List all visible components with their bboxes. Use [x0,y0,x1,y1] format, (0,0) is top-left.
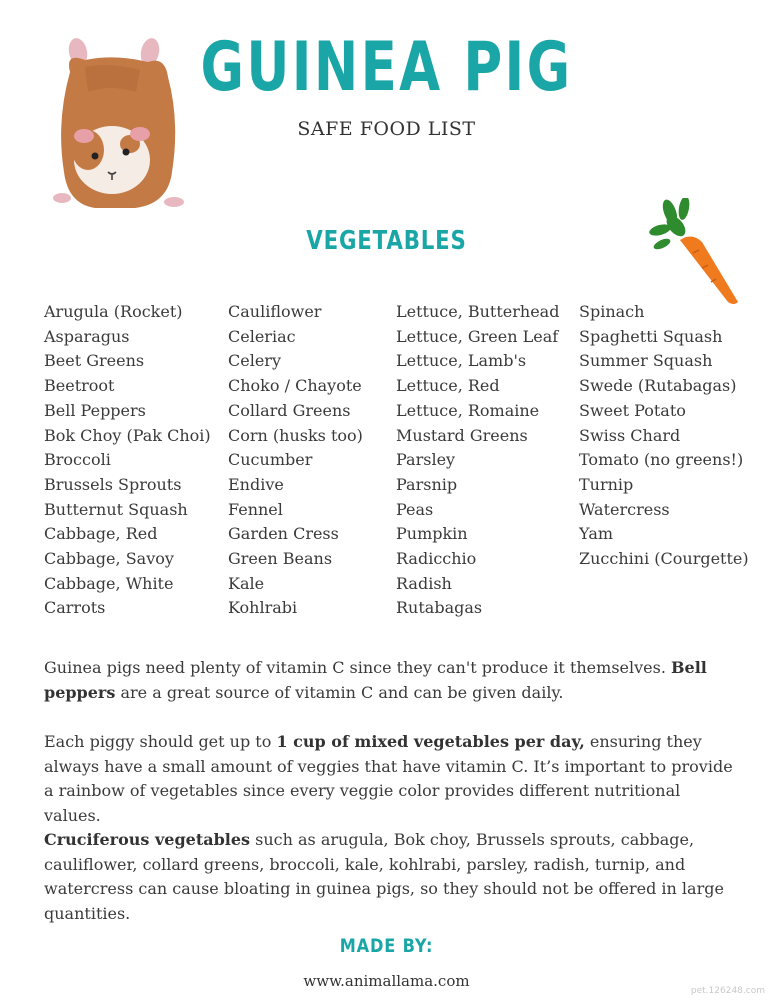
list-item: Yam [579,524,614,544]
list-item: Asparagus [44,326,130,346]
list-item: Lettuce, Romaine [396,400,540,420]
list-item: Pumpkin [396,524,468,544]
list-item: Watercress [579,499,670,519]
list-item: Kohlrabi [228,598,298,618]
list-item: Brussels Sprouts [44,474,182,494]
list-item: Swiss Chard [579,425,681,445]
paragraph-text: ensuring they always have a small amount of veggies that have vitamin C. It’s important to provide a rainbow of vegetables since every veggie color provides different nutritional values. [44,732,733,825]
list-item: Swede (Rutabagas) [579,376,737,396]
list-item: Cucumber [228,450,313,470]
paragraph-text: Each piggy should get up to [44,732,277,751]
list-item: Cabbage, Savoy [44,549,174,569]
list-item: Bell Peppers [44,400,146,420]
list-item: Fennel [228,499,283,519]
list-item: Radish [396,573,452,593]
cruciferous-paragraph [44,828,734,926]
list-item: Radicchio [396,549,477,569]
list-item: Cauliflower [228,302,322,321]
vegetable-column-4 [579,300,749,572]
list-item: Spaghetti Squash [579,326,723,346]
paragraph-text: Guinea pigs need plenty of vitamin C since they can't produce it themselves. [44,658,672,677]
list-item: Green Beans [228,549,333,569]
vegetable-column-2 [228,300,363,621]
list-item: Mustard Greens [396,425,528,445]
list-item: Lettuce, Lamb's [396,351,527,371]
list-item: Cabbage, Red [44,524,158,544]
list-item: Bok Choy (Pak Choi) [44,425,211,445]
list-item: Butternut Squash [44,499,188,519]
list-item: Broccoli [44,450,111,470]
list-item: Lettuce, Red [396,376,500,396]
vegetable-column-1 [44,300,211,621]
list-item: Lettuce, Butterhead [396,302,560,321]
vitamin-c-paragraph [44,656,734,705]
list-item: Arugula (Rocket) [44,302,183,321]
page-title: GUINEA PIG [200,28,573,107]
list-item: Spinach [579,302,645,321]
list-item: Garden Cress [228,524,339,544]
watermark: pet.126248.com [690,986,765,996]
list-item: Rutabagas [396,598,483,618]
list-item: Celery [228,351,281,371]
list-item: Beet Greens [44,351,145,371]
paragraph-text: are a great source of vitamin C and can be given daily. [115,682,564,702]
made-by-label: MADE BY: [339,935,434,957]
list-item: Sweet Potato [579,400,686,420]
list-item: Carrots [44,598,106,618]
list-item: Endive [228,474,284,494]
list-item: Cabbage, White [44,573,174,593]
page-subtitle: SAFE FOOD LIST [297,118,476,140]
list-item: Tomato (no greens!) [579,450,744,470]
paragraph-text: such as arugula, Bok choy, Brussels sprouts, cabbage, cauliflower, collard greens, broccoli, kale, kohlrabi, parsley, radish, turnip, and watercress can cause bloating in guinea pigs, so they should not be offered in large quantities. [44,830,724,923]
paragraph-emphasis: Bell peppers [44,658,707,702]
list-item: Lettuce, Green Leaf [396,326,559,346]
list-item: Parsley [396,450,456,470]
list-item: Zucchini (Courgette) [579,549,749,569]
list-item: Celeriac [228,326,296,346]
list-item: Peas [396,499,434,519]
list-item: Corn (husks too) [228,425,363,445]
list-item: Parsnip [396,474,458,494]
list-item: Kale [228,573,265,593]
list-item: Choko / Chayote [228,376,362,396]
paragraph-emphasis: 1 cup of mixed vegetables per day, [276,732,585,751]
paragraph-emphasis: Cruciferous vegetables [44,830,251,849]
vegetable-column-3 [396,300,559,621]
website-url: www.animallama.com [303,972,470,990]
daily-amount-paragraph [44,730,734,828]
list-item: Turnip [579,474,634,494]
list-item: Beetroot [44,376,115,396]
list-item: Summer Squash [579,351,713,371]
list-item: Collard Greens [228,400,351,420]
section-title-vegetables: VEGETABLES [306,226,467,256]
